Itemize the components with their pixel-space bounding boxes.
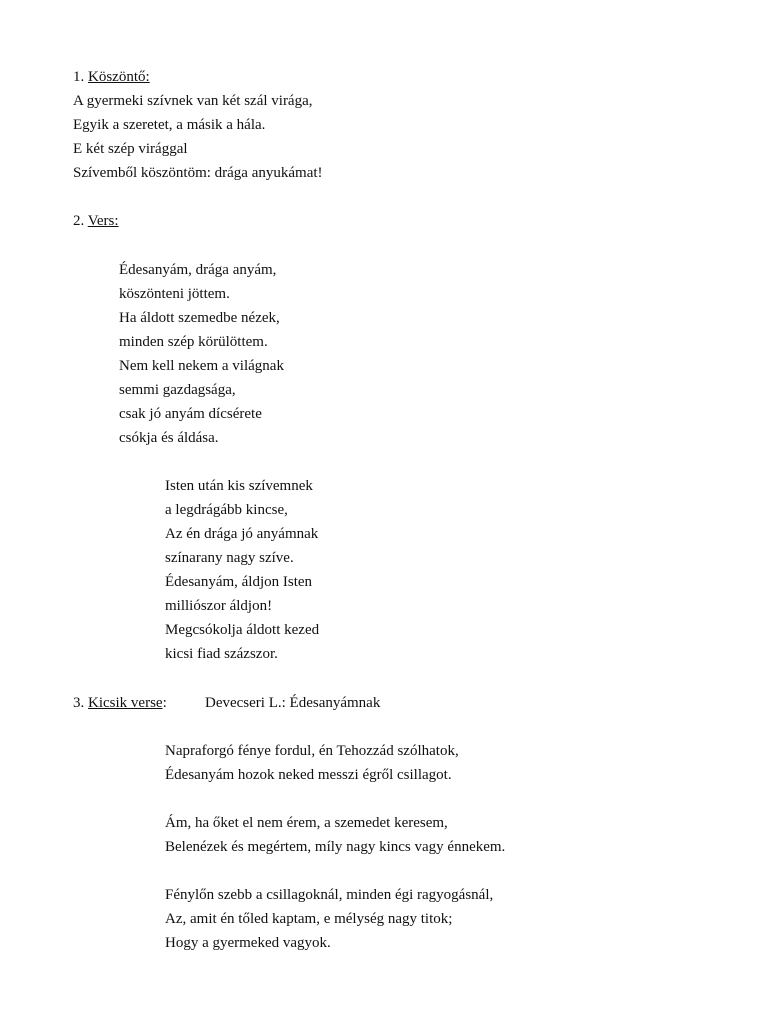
poem-line: Belenézek és megértem, míly nagy kincs vagy énnekem. <box>165 839 506 855</box>
poem-line: Isten után kis szívemnek <box>165 478 313 494</box>
poem-line: Hogy a gyermeked vagyok. <box>165 935 331 951</box>
poem-line: Az én drága jó anyámnak <box>165 526 319 542</box>
poem-line: Édesanyám, drága anyám, <box>119 262 277 278</box>
section-1-title: Köszöntő: <box>88 69 150 85</box>
section-3-title: Kicsik verse <box>88 695 163 711</box>
poem-line: semmi gazdagsága, <box>119 382 236 398</box>
section-1-line: E két szép virággal <box>73 141 188 157</box>
poem-line: a legdrágább kincse, <box>165 502 288 518</box>
poem-line: Édesanyám hozok neked messzi égről csillagot. <box>165 767 452 783</box>
section-3-number: 3. <box>73 695 85 711</box>
poem-line: Napraforgó fénye fordul, én Tehozzád szólhatok, <box>165 743 459 759</box>
poem-line: Megcsókolja áldott kezed <box>165 622 320 638</box>
poem-line: Nem kell nekem a világnak <box>119 358 284 374</box>
poem-line: csókja és áldása. <box>119 430 219 446</box>
section-1-number: 1. <box>73 69 85 85</box>
poem-line: minden szép körülöttem. <box>119 334 268 350</box>
section-3-heading <box>73 694 167 712</box>
poem-line: kicsi fiad százszor. <box>165 646 278 662</box>
poem-line: Az, amit én tőled kaptam, e mélység nagy titok; <box>165 911 453 927</box>
section-2-number: 2. <box>73 213 85 229</box>
poem-line: színarany nagy szíve. <box>165 550 294 566</box>
poem-line: milliószor áldjon! <box>165 598 273 614</box>
poem-line: Fénylőn szebb a csillagoknál, minden égi ragyogásnál, <box>165 887 494 903</box>
poem-line: Ha áldott szemedbe nézek, <box>119 310 280 326</box>
section-2-heading <box>73 212 119 230</box>
section-1-line: Egyik a szeretet, a másik a hála. <box>73 117 266 133</box>
poem-line: Édesanyám, áldjon Isten <box>165 574 313 590</box>
section-1-heading <box>73 68 150 86</box>
poem-line: Ám, ha őket el nem érem, a szemedet keresem, <box>165 815 448 831</box>
poem-line: csak jó anyám dícsérete <box>119 406 262 422</box>
section-1-line: A gyermeki szívnek van két szál virága, <box>73 93 313 109</box>
poem-attribution: Devecseri L.: Édesanyámnak <box>205 695 381 711</box>
section-2-title: Vers: <box>87 213 119 229</box>
section-1-line: Szívemből köszöntöm: drága anyukámat! <box>73 165 323 181</box>
poem-line: köszönteni jöttem. <box>119 286 230 302</box>
section-3-colon: : <box>162 695 167 711</box>
